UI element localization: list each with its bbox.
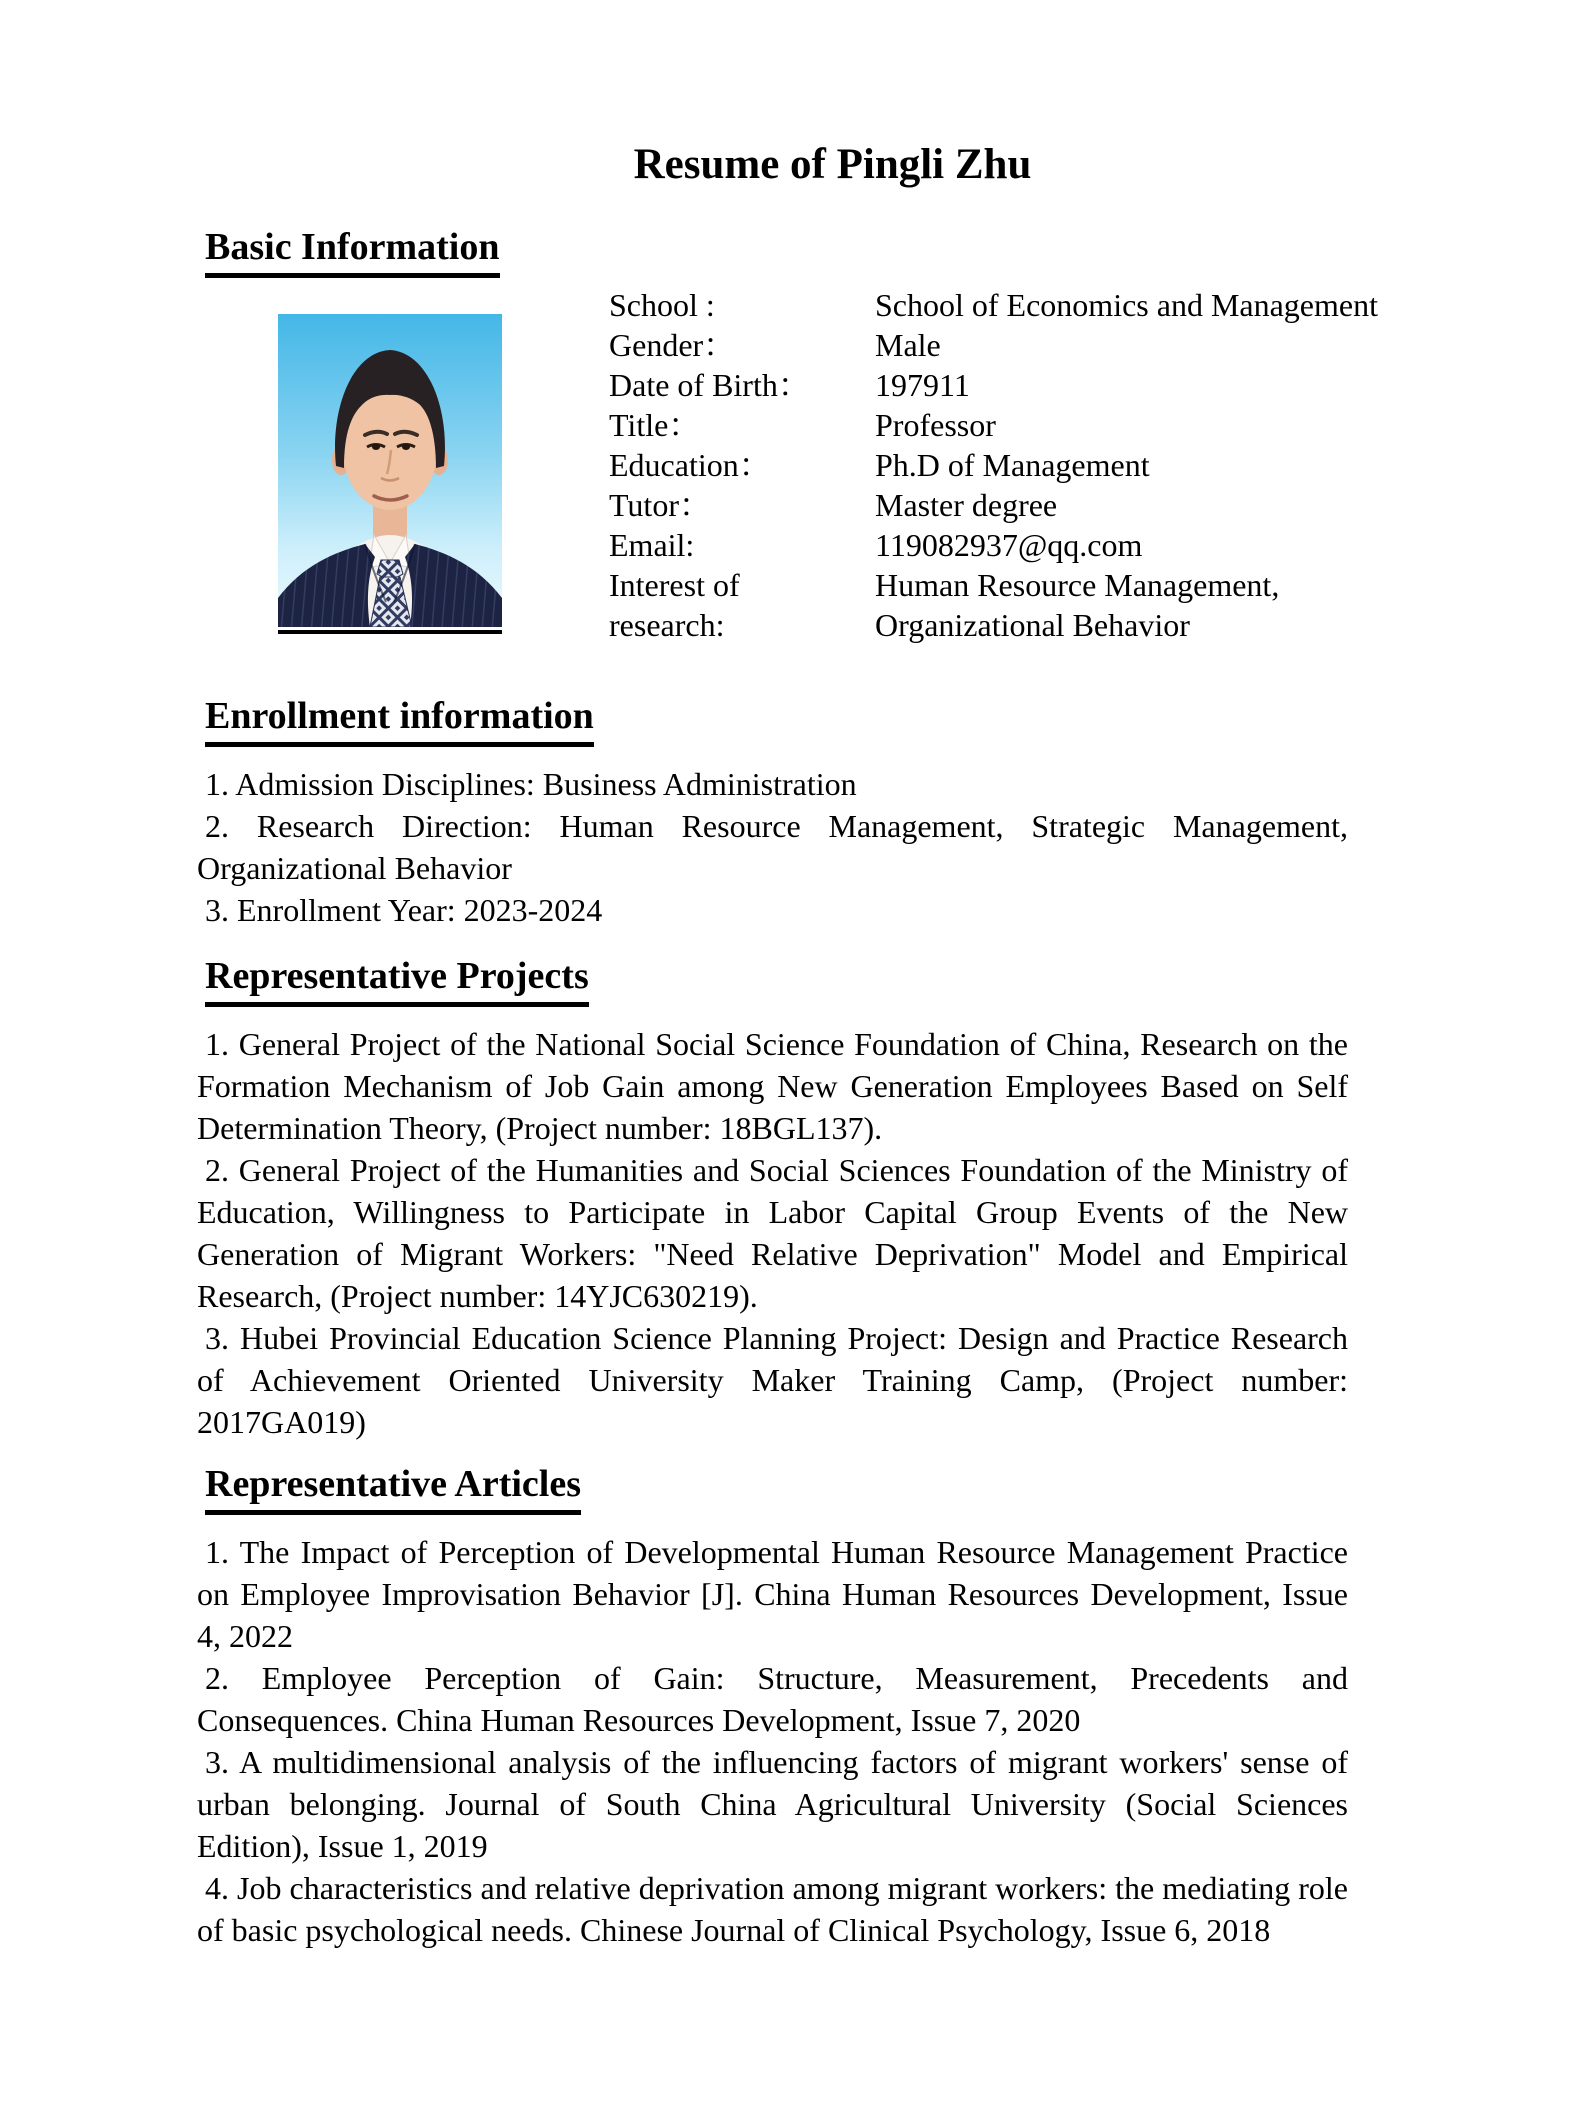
info-row-school — [609, 285, 1378, 325]
project-item: 3. Hubei Provincial Education Science Planning Project: Design and Practice Research of Achievement Oriented University Maker Training Camp, (Project number: 2017GA019) — [197, 1320, 1348, 1440]
profile-photo — [278, 314, 502, 634]
section-heading-projects — [205, 953, 1348, 1007]
info-value: Male — [875, 327, 941, 363]
info-value: Master degree — [875, 487, 1058, 523]
enrollment-item: 3. Enrollment Year: 2023-2024 — [205, 892, 603, 928]
projects-heading-text: Representative Projects — [205, 953, 589, 1007]
portrait-image — [278, 314, 502, 627]
info-row-education — [609, 445, 1378, 485]
articles-heading-text: Representative Articles — [205, 1461, 581, 1515]
info-label: research: — [609, 607, 725, 643]
info-value: Human Resource Management, — [875, 567, 1280, 603]
articles-list — [197, 1531, 1348, 1951]
project-item: 2. General Project of the Humanities and Social Sciences Foundation of the Ministry of Education, Willingness to Participate in Labor Capital Group Events of the New Generation of Migrant Workers: "Need Relative Deprivation" Model and Empirical Research, (Project number: 14YJC630219). — [197, 1152, 1348, 1314]
enrollment-item: 2. Research Direction: Human Resource Management, Strategic Management, Organizational Behavior — [197, 808, 1348, 886]
projects-list — [197, 1023, 1348, 1443]
info-label: Interest of — [609, 567, 740, 603]
photo-underline-rule — [278, 630, 502, 634]
article-item: 3. A multidimensional analysis of the influencing factors of migrant workers' sense of urban belonging. Journal of South China Agricultural University (Social Sciences Edition), Issue 1, 2019 — [197, 1744, 1348, 1864]
info-row-title — [609, 405, 1378, 445]
project-item: 1. General Project of the National Social Science Foundation of China, Research on the Formation Mechanism of Job Gain among New Generation Employees Based on Self Determination Theory, (Project number: 18BGL137). — [197, 1026, 1348, 1146]
info-row-tutor — [609, 485, 1378, 525]
resume-document — [197, 0, 1378, 1951]
info-value: Professor — [875, 407, 996, 443]
info-value: Organizational Behavior — [875, 607, 1190, 643]
section-heading-articles — [205, 1461, 1348, 1515]
basic-information-section — [197, 285, 1378, 645]
info-value: 197911 — [875, 367, 970, 403]
info-row-interest-line1 — [609, 565, 1378, 605]
article-item: 1. The Impact of Perception of Developmental Human Resource Management Practice on Employee Improvisation Behavior [J]. China Human Resources Development, Issue 4, 2022 — [197, 1534, 1348, 1654]
page-title: Resume of Pingli Zhu — [633, 141, 1032, 188]
info-label: Gender： — [609, 327, 736, 363]
info-row-interest-line2 — [609, 605, 1378, 645]
basic-info-table — [609, 285, 1378, 645]
info-label: Education： — [609, 447, 771, 483]
info-row-gender — [609, 325, 1378, 365]
basic-information-heading-text: Basic Information — [205, 224, 500, 278]
section-heading-enrollment — [205, 693, 1348, 747]
info-value: School of Economics and Management — [875, 287, 1378, 323]
info-label: Tutor： — [609, 487, 711, 523]
info-label: Title： — [609, 407, 701, 443]
info-row-email — [609, 525, 1378, 565]
info-value: 119082937@qq.com — [875, 527, 1143, 563]
info-label: Email: — [609, 527, 695, 563]
enrollment-list — [197, 763, 1348, 931]
enrollment-heading-text: Enrollment information — [205, 693, 594, 747]
article-item: 4. Job characteristics and relative deprivation among migrant workers: the mediating role of basic psychological needs. Chinese Journal of Clinical Psychology, Issue 6, 2018 — [197, 1870, 1348, 1948]
info-label: School : — [609, 287, 715, 323]
article-item: 2. Employee Perception of Gain: Structure, Measurement, Precedents and Consequences. China Human Resources Development, Issue 7, 2020 — [197, 1660, 1348, 1738]
info-row-date-of-birth — [609, 365, 1378, 405]
info-value: Ph.D of Management — [875, 447, 1150, 483]
section-heading-basic-information — [205, 224, 1348, 278]
enrollment-item: 1. Admission Disciplines: Business Administration — [205, 766, 857, 802]
info-label: Date of Birth： — [609, 367, 810, 403]
